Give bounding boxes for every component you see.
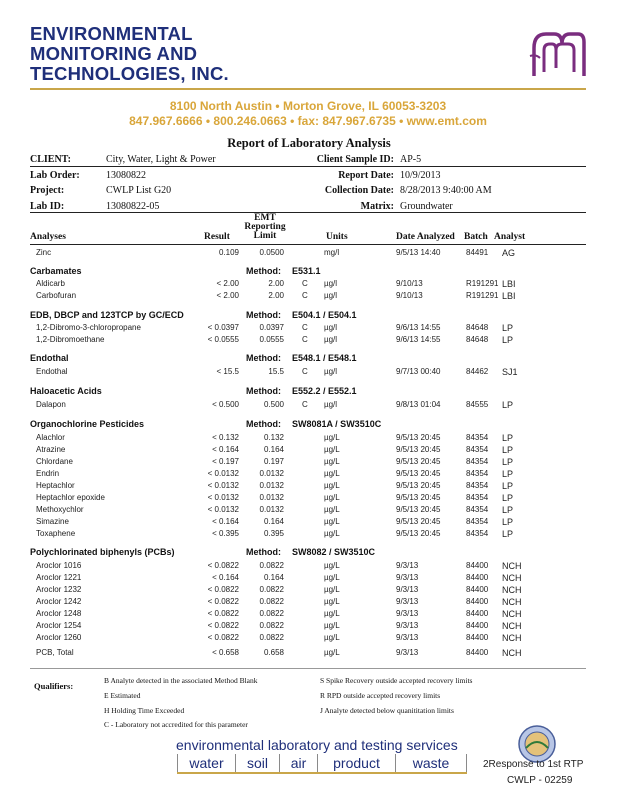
analyte-qualifier: C [302,367,308,376]
analyte-name: Dalapon [36,400,66,409]
analyte-limit: 0.0500 [259,248,284,257]
report-date-label: Report Date: [338,170,394,181]
col-date-analyzed: Date Analyzed [396,232,455,242]
analyte-analyst: LP [502,529,514,539]
analyte-name: 1,2-Dibromoethane [36,335,105,344]
analyte-batch: 84462 [466,367,489,376]
analyte-limit: 2.00 [268,291,284,300]
analyte-limit: 15.5 [268,367,284,376]
footer-service-air: air [279,754,317,772]
footer-tagline: environmental laboratory and testing services [176,737,458,753]
qualifiers-rule [30,668,586,669]
analyte-units: µg/L [324,517,340,526]
analyte-units: µg/L [324,633,340,642]
qualifier-j: J Analyte detected below quanititation limits [320,706,454,715]
analyte-date: 9/5/13 20:45 [396,529,441,538]
analyte-limit: 0.132 [263,433,284,442]
group-name: Haloacetic Acids [30,386,102,396]
analyte-date: 9/7/13 00:40 [396,367,441,376]
method-label: Method: [246,547,281,557]
analyte-date: 9/3/13 [396,621,419,630]
company-name [30,24,330,84]
analyte-analyst: NCH [502,633,522,643]
matrix-label: Matrix: [360,201,394,212]
analyte-batch: 84400 [466,648,489,657]
analyte-limit: 0.500 [263,400,284,409]
col-result: Result [204,232,230,242]
analyte-units: µg/L [324,445,340,454]
analyte-result: < 0.0132 [207,481,239,490]
analyte-result: < 0.0822 [207,597,239,606]
table-row [0,433,618,445]
group-header-endothal [0,353,618,366]
analyte-units: µg/L [324,493,340,502]
qualifier-b: B Analyte detected in the associated Method Blank [104,676,258,685]
analyte-date: 9/3/13 [396,609,419,618]
analyte-date: 9/3/13 [396,648,419,657]
analyte-analyst: NCH [502,621,522,631]
analyte-units: µg/l [324,291,338,300]
client-sample-id-value: AP-5 [400,154,422,165]
col-units: Units [326,232,348,242]
analyte-analyst: NCH [502,573,522,583]
analyte-result: < 15.5 [216,367,239,376]
analyte-batch: 84354 [466,433,489,442]
collection-date-value: 8/28/2013 9:40:00 AM [400,185,492,196]
analyte-date: 9/5/13 20:45 [396,493,441,502]
analyte-name: Aroclor 1254 [36,621,82,630]
analyte-result: < 0.658 [212,648,239,657]
method-value: E504.1 / E504.1 [292,310,357,320]
footer-service-water: water [177,754,235,772]
col-limit-line-2: Reporting [244,222,286,232]
table-row [0,621,618,633]
analyte-units: µg/L [324,621,340,630]
analyte-date: 9/8/13 01:04 [396,400,441,409]
analyte-batch: 84400 [466,597,489,606]
analyte-analyst: LBI [502,291,516,301]
method-label: Method: [246,310,281,320]
analyte-name: Atrazine [36,445,66,454]
table-row [0,335,618,347]
analyte-batch: 84400 [466,585,489,594]
group-name: Polychlorinated biphenyls (PCBs) [30,547,175,557]
analyte-result: 0.109 [218,248,239,257]
qualifiers-label: Qualifiers: [34,681,74,691]
analyte-qualifier: C [302,400,308,409]
analyte-limit: 0.0555 [259,335,284,344]
analyte-date: 9/3/13 [396,633,419,642]
analyte-result: < 0.0132 [207,505,239,514]
analyte-date: 9/3/13 [396,561,419,570]
table-row [0,279,618,291]
table-row [0,561,618,573]
analyte-batch: 84400 [466,609,489,618]
analyte-name: Chlordane [36,457,73,466]
analyte-limit: 2.00 [268,279,284,288]
analyte-units: µg/l [324,323,338,332]
analyte-name: Endothal [36,367,68,376]
analyte-result: < 0.395 [212,529,239,538]
analyte-batch: 84354 [466,493,489,502]
analyte-analyst: LP [502,433,514,443]
group-header-carbamates [0,266,618,279]
col-analyst: Analyst [494,232,526,242]
analyte-units: µg/L [324,505,340,514]
analyte-name: Heptachlor [36,481,75,490]
header-rule [30,212,586,213]
table-row [0,597,618,609]
method-label: Method: [246,353,281,363]
qualifier-c: C - Laboratory not accredited for this parameter [104,720,248,729]
analyte-analyst: LP [502,469,514,479]
col-limit-line-1: EMT [254,213,276,223]
bates-number: CWLP - 02259 [507,775,573,786]
method-value: E548.1 / E548.1 [292,353,357,363]
analyte-limit: 0.0822 [259,621,284,630]
table-row [0,367,618,379]
analyte-analyst: AG [502,248,516,258]
analyte-result: < 0.164 [212,445,239,454]
analyte-units: µg/L [324,529,340,538]
client-sample-id-label: Client Sample ID: [316,154,394,165]
client-label: CLIENT: [30,154,71,165]
table-row [0,505,618,517]
bates-response-label: 2Response to 1st RTP [483,759,584,770]
analyte-batch: R191291 [466,291,499,300]
analyte-result: < 0.164 [212,573,239,582]
analyte-units: µg/l [324,279,338,288]
table-row [0,609,618,621]
lab-id-value: 13080822-05 [106,201,160,212]
analyte-analyst: NCH [502,609,522,619]
table-row [0,585,618,597]
analyte-limit: 0.164 [263,573,284,582]
analyte-analyst: LP [502,400,514,410]
analyte-date: 9/6/13 14:55 [396,335,441,344]
analyte-units: µg/l [324,367,338,376]
analyte-units: µg/L [324,609,340,618]
table-row [0,445,618,457]
analyte-batch: 84648 [466,323,489,332]
col-analyses: Analyses [30,232,66,242]
analyte-batch: 84354 [466,517,489,526]
analyte-date: 9/5/13 20:45 [396,505,441,514]
analyte-batch: 84354 [466,445,489,454]
emt-logo-icon [528,26,588,82]
table-row [0,400,618,412]
analyte-date: 9/5/13 20:45 [396,445,441,454]
analyte-qualifier: C [302,335,308,344]
analyte-date: 9/3/13 [396,573,419,582]
client-value: City, Water, Light & Power [106,154,216,165]
analyte-result: < 0.0555 [207,335,239,344]
accreditation-seal-icon [517,724,557,764]
analyte-limit: 0.0132 [259,493,284,502]
analyte-qualifier: C [302,279,308,288]
analyte-batch: 84491 [466,248,489,257]
col-reporting-limit [244,214,286,241]
analyte-units: µg/L [324,561,340,570]
analyte-name: Carbofuran [36,291,77,300]
analyte-limit: 0.658 [263,648,284,657]
analyte-name: Endrin [36,469,60,478]
lab-id-label: Lab ID: [30,201,65,212]
analyte-date: 9/10/13 [396,291,423,300]
analyte-limit: 0.0132 [259,469,284,478]
analyte-analyst: LP [502,323,514,333]
table-row [0,291,618,303]
analyte-result: < 0.0822 [207,609,239,618]
analyte-batch: 84400 [466,573,489,582]
analyte-name: Alachlor [36,433,65,442]
analyte-units: µg/l [324,400,338,409]
analyte-limit: 0.0822 [259,585,284,594]
analyte-name: Aroclor 1248 [36,609,82,618]
analyte-units: µg/L [324,573,340,582]
analyte-analyst: NCH [502,561,522,571]
analyte-result: < 0.164 [212,517,239,526]
analyte-limit: 0.164 [263,517,284,526]
analyte-limit: 0.0822 [259,561,284,570]
analyte-result: < 0.132 [212,433,239,442]
table-row [0,323,618,335]
footer-service-waste: waste [395,754,467,772]
analyte-units: µg/L [324,457,340,466]
analyte-units: µg/l [324,335,338,344]
analyte-name: Heptachlor epoxide [36,493,105,502]
group-name: Endothal [30,353,69,363]
analyte-batch: 84354 [466,505,489,514]
method-label: Method: [246,266,281,276]
analyte-analyst: LP [502,457,514,467]
company-address: 8100 North Austin • Morton Grove, IL 60053-3203 [169,99,447,113]
collection-date-label: Collection Date: [324,185,394,196]
method-label: Method: [246,386,281,396]
analyte-name: Aroclor 1232 [36,585,82,594]
group-header-organochlorine [0,419,618,432]
analyte-limit: 0.164 [263,445,284,454]
table-row [0,248,618,260]
analyte-date: 9/5/13 20:45 [396,517,441,526]
analyte-name: Aroclor 1016 [36,561,82,570]
analyte-analyst: LP [502,505,514,515]
project-value: CWLP List G20 [106,185,172,196]
analyte-name: Toxaphene [36,529,76,538]
analyte-name: Zinc [36,248,52,257]
analyte-analyst: LP [502,335,514,345]
analyte-batch: 84400 [466,621,489,630]
analyte-name: Aroclor 1242 [36,597,82,606]
qualifier-s: S Spike Recovery outside accepted recovery limits [320,676,473,685]
method-value: E552.2 / E552.1 [292,386,357,396]
analyte-analyst: LP [502,445,514,455]
analyte-batch: 84354 [466,481,489,490]
company-name-line-1: ENVIRONMENTAL [30,23,193,44]
analyte-date: 9/5/13 20:45 [396,469,441,478]
method-value: SW8081A / SW3510C [292,419,382,429]
analyte-date: 9/5/13 20:45 [396,481,441,490]
analyte-date: 9/5/13 20:45 [396,433,441,442]
analyte-analyst: LP [502,481,514,491]
analyte-date: 9/10/13 [396,279,423,288]
table-row [0,633,618,645]
report-title: Report of Laboratory Analysis [227,136,391,150]
analyte-date: 9/3/13 [396,597,419,606]
qualifier-h: H Holding Time Exceeded [104,706,185,715]
analyte-result: < 0.0822 [207,561,239,570]
analyte-units: µg/L [324,469,340,478]
analyte-analyst: NCH [502,648,522,658]
analyte-result: < 2.00 [216,279,239,288]
analyte-result: < 0.0397 [207,323,239,332]
analyte-limit: 0.0132 [259,481,284,490]
lab-order-label: Lab Order: [30,170,80,181]
analyte-name: Methoxychlor [36,505,84,514]
analyte-limit: 0.395 [263,529,284,538]
analyte-units: mg/l [324,248,340,257]
header-divider [30,88,586,90]
analyte-units: µg/L [324,585,340,594]
analyte-analyst: LP [502,493,514,503]
table-row [0,481,618,493]
group-name: EDB, DBCP and 123TCP by GC/ECD [30,310,184,320]
company-name-line-3: TECHNOLOGIES, INC. [30,63,229,84]
report-date-value: 10/9/2013 [400,170,441,181]
qualifier-e: E Estimated [104,691,141,700]
analyte-analyst: NCH [502,597,522,607]
group-name: Carbamates [30,266,82,276]
analyte-result: < 0.0822 [207,633,239,642]
analyte-qualifier: C [302,323,308,332]
table-row [0,457,618,469]
table-header-rule [30,244,586,245]
company-contact: 847.967.6666 • 800.246.0663 • fax: 847.967.6735 • www.emt.com [129,114,487,128]
analyte-date: 9/5/13 20:45 [396,457,441,466]
analyte-result: < 2.00 [216,291,239,300]
table-row [0,573,618,585]
group-name: Organochlorine Pesticides [30,419,145,429]
analyte-name: PCB, Total [36,648,74,657]
project-label: Project: [30,185,65,196]
analyte-result: < 0.500 [212,400,239,409]
analyte-limit: 0.197 [263,457,284,466]
analyte-analyst: NCH [502,585,522,595]
analyte-batch: 84648 [466,335,489,344]
analyte-name: Aroclor 1221 [36,573,82,582]
analyte-name: Simazine [36,517,69,526]
method-value: SW8082 / SW3510C [292,547,376,557]
analyte-limit: 0.0397 [259,323,284,332]
method-value: E531.1 [292,266,321,276]
analyte-date: 9/5/13 14:40 [396,248,441,257]
analyte-analyst: LP [502,517,514,527]
analyte-batch: 84400 [466,561,489,570]
lab-order-value: 13080822 [106,170,146,181]
table-row [0,469,618,481]
analyte-limit: 0.0822 [259,633,284,642]
group-header-pcbs [0,547,618,560]
group-header-edb [0,310,618,323]
table-row [0,517,618,529]
col-batch: Batch [464,232,488,242]
analyte-result: < 0.0822 [207,585,239,594]
analyte-date: 9/6/13 14:55 [396,323,441,332]
matrix-value: Groundwater [400,201,453,212]
analyte-name: 1,2-Dibromo-3-chloropropane [36,323,141,332]
footer-service-product: product [317,754,395,772]
analyte-date: 9/3/13 [396,585,419,594]
analyte-name: Aldicarb [36,279,65,288]
group-header-haloacetic-acids [0,386,618,399]
analyte-batch: 84400 [466,633,489,642]
footer-divider [177,772,467,774]
method-label: Method: [246,419,281,429]
table-row [0,529,618,541]
analyte-limit: 0.0132 [259,505,284,514]
analyte-units: µg/L [324,481,340,490]
col-limit-line-3: Limit [253,231,277,241]
analyte-result: < 0.0132 [207,493,239,502]
analyte-units: µg/L [324,433,340,442]
analyte-batch: 84354 [466,469,489,478]
analyte-name: Aroclor 1260 [36,633,82,642]
analyte-analyst: LBI [502,279,516,289]
analyte-batch: 84354 [466,457,489,466]
analyte-units: µg/L [324,597,340,606]
analyte-batch: 84354 [466,529,489,538]
analyte-limit: 0.0822 [259,609,284,618]
analyte-batch: 84555 [466,400,489,409]
analyte-result: < 0.0132 [207,469,239,478]
analyte-units: µg/L [324,648,340,657]
qualifier-r: R RPD outside accepted recovery limits [320,691,441,700]
table-row [0,493,618,505]
analyte-result: < 0.197 [212,457,239,466]
analyte-batch: R191291 [466,279,499,288]
header-rule [30,166,586,167]
analyte-analyst: SJ1 [502,367,518,377]
analyte-qualifier: C [302,291,308,300]
analyte-result: < 0.0822 [207,621,239,630]
analyte-limit: 0.0822 [259,597,284,606]
footer-service-soil: soil [235,754,279,772]
company-name-line-2: MONITORING AND [30,43,198,64]
table-row [0,648,618,660]
